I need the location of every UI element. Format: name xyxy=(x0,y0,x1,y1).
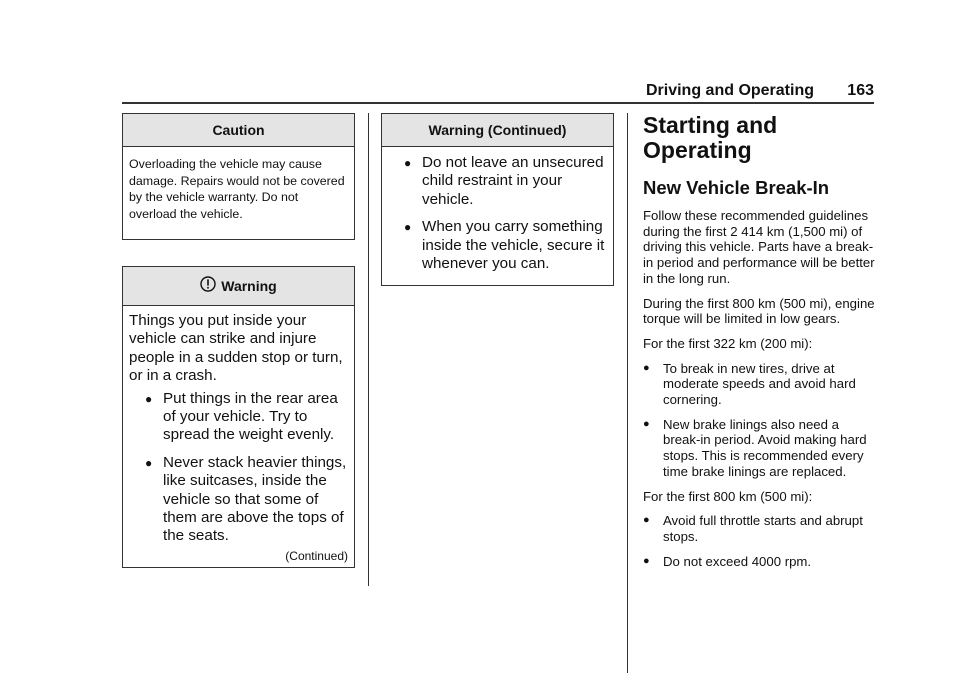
paragraph: For the first 322 km (200 mi): xyxy=(643,335,813,351)
caution-title: Caution xyxy=(123,114,354,147)
list-item-text: Do not leave an unsecured child restraint in your vehicle. xyxy=(422,154,604,208)
caution-text: Overloading the vehicle may cause damage. Repairs would not be covered by the vehicle warranty. Do not overload the vehicle. xyxy=(129,157,345,221)
paragraph: Follow these recommended guidelines during the first 2 414 km (1,500 mi) of driving this vehicle. Parts have a break-in period and performance will be better in the long run. xyxy=(643,208,875,286)
bullet-icon: ● xyxy=(145,391,153,406)
list-item xyxy=(643,417,877,480)
warning-intro: Things you put inside your vehicle can strike and injure people in a sudden stop or turn, or in a crash. xyxy=(129,312,343,385)
page-header xyxy=(122,82,874,104)
list-item-text: Avoid full throttle starts and abrupt stops. xyxy=(663,513,863,544)
list-item-text: Never stack heavier things, like suitcases, inside the vehicle so that some of them are above the tops of the seats. xyxy=(163,453,347,545)
list-item xyxy=(388,218,607,273)
list-item-text: New brake linings also need a break-in period. Avoid making hard stops. This is recommended every time brake linings are replaced. xyxy=(663,416,867,479)
column-divider xyxy=(368,113,369,586)
list-item-text: When you carry something inside the vehicle, secure it whenever you can. xyxy=(422,218,605,273)
caution-box xyxy=(122,113,355,240)
page-number: 163 xyxy=(847,82,874,99)
warning-title-bar xyxy=(123,267,354,306)
section-title: Starting and Operating xyxy=(643,112,778,163)
warning-continued-title: Warning (Continued) xyxy=(382,114,613,147)
warning-title: Warning xyxy=(221,278,277,294)
list-item-text: To break in new tires, drive at moderate speeds and avoid hard cornering. xyxy=(663,360,856,408)
paragraph: During the first 800 km (500 mi), engine torque will be limited in low gears. xyxy=(643,295,875,327)
list-item xyxy=(643,554,877,570)
list-item-text: Put things in the rear area of your vehicle. Try to spread the weight evenly. xyxy=(163,389,338,444)
paragraph: For the first 800 km (500 mi): xyxy=(643,488,813,504)
list-item xyxy=(129,390,348,445)
bullet-icon: ● xyxy=(643,417,650,430)
list-item xyxy=(643,361,877,408)
warning-icon xyxy=(200,276,216,292)
list-item xyxy=(643,513,877,544)
list-item xyxy=(129,454,348,546)
bullet-icon: ● xyxy=(404,220,412,235)
bullet-icon: ● xyxy=(145,455,153,470)
bullet-icon: ● xyxy=(643,514,650,527)
warning-continued-box xyxy=(381,113,614,286)
bullet-icon: ● xyxy=(643,554,650,567)
list-item xyxy=(388,154,607,209)
bullet-icon: ● xyxy=(643,361,650,374)
warning-box xyxy=(122,266,355,568)
subsection-title: New Vehicle Break-In xyxy=(643,177,830,198)
header-section-title: Driving and Operating xyxy=(645,82,814,99)
bullet-icon: ● xyxy=(404,156,412,170)
list-item-text: Do not exceed 4000 rpm. xyxy=(663,553,812,569)
starting-column xyxy=(627,113,877,673)
continued-label: (Continued) xyxy=(285,549,348,563)
